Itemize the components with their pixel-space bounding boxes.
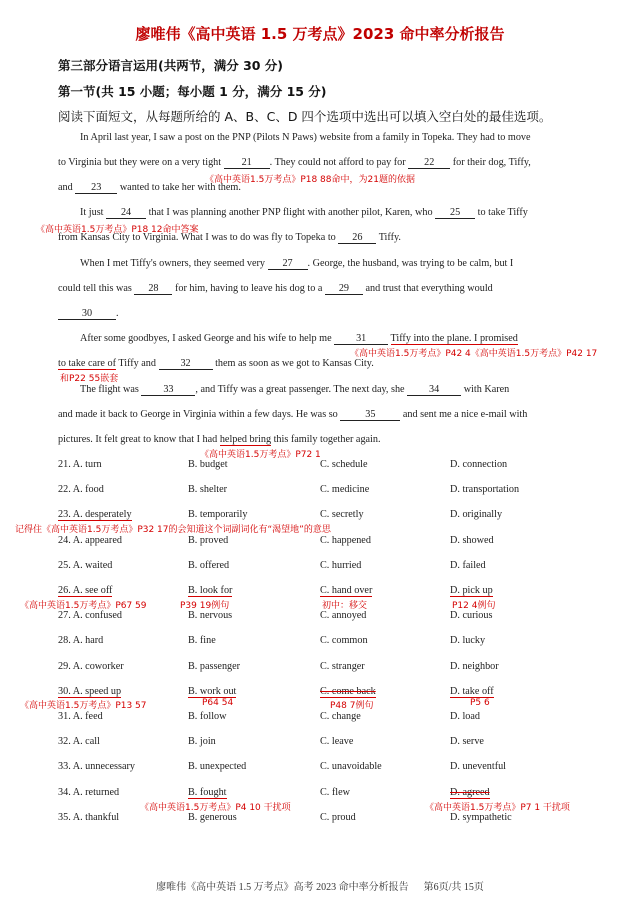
option-25-b: B. offered [188, 559, 230, 571]
annotation: P12 4例句 [452, 601, 496, 611]
option-26-b: B. look for [188, 585, 233, 596]
blank-23: 23 [75, 182, 117, 194]
annotation: 初中：移交 [322, 601, 368, 611]
passage-line: to take care of Tiffy and 32 them as soon as we got to Kansas City. [58, 358, 374, 369]
blank-22: 22 [408, 157, 450, 169]
passage-line: It just 24 that I was planning another PNP flight with another pilot, Karen, who 25 to take Tiffy [80, 207, 528, 218]
option-21-a: 21. A. turn [58, 459, 102, 470]
annotation: 《高中英语1.5万考点》P72 1 [200, 450, 321, 460]
option-23-a: 23. A. desperately [58, 509, 132, 521]
option-25-a: 25. A. waited [58, 559, 113, 571]
option-31-a: 31. A. feed [58, 711, 103, 722]
annotation: 《高中英语1.5万考点》P18 12命中答案 [36, 225, 199, 235]
option-31-c: C. change [320, 711, 361, 722]
option-33-d: D. uneventful [450, 761, 507, 773]
option-23-c: C. secretly [320, 509, 364, 521]
option-33-a: 33. A. unnecessary [58, 761, 135, 773]
annotation: 记得住《高中英语1.5万考点》P32 17的会知道这个词副词化有“渴望地”的意思 [15, 525, 331, 535]
option-21-b: B. budget [188, 459, 228, 470]
option-29-d: D. neighbor [450, 660, 499, 672]
option-24-b: B. proved [188, 534, 229, 546]
option-34-d: D. agreed [450, 786, 490, 798]
option-28-a: 28. A. hard [58, 635, 104, 647]
option-31-b: B. follow [188, 711, 227, 722]
option-24-a: 24. A. appeared [58, 534, 122, 546]
option-25-c: C. hurried [320, 559, 362, 571]
passage-line: pictures. It felt great to know that I had helped bring this family together again. [58, 434, 381, 445]
annotation: P48 7例句 [330, 701, 374, 711]
annotation: 《高中英语1.5万考点》P18 88命中，为21题的依据 [205, 175, 415, 185]
passage-line: from Kansas City to Virginia. What I was to do was fly to Topeka to 26 Tiffy. [58, 232, 401, 243]
passage-line: could tell this was 28 for him, having to leave his dog to a 29 and trust that everything would [58, 283, 493, 294]
option-26-a: 26. A. see off [58, 585, 113, 596]
option-29-c: C. stranger [320, 660, 365, 672]
blank-24: 24 [106, 207, 146, 219]
page-number: 第6页/共 15页 [423, 882, 484, 893]
option-24-c: C. happened [320, 534, 371, 546]
option-30-a: 30. A. speed up [58, 685, 122, 697]
blank-32: 32 [159, 358, 213, 370]
option-28-d: D. lucky [450, 635, 486, 647]
option-22-c: C. medicine [320, 484, 370, 496]
subsection-heading: 第一节(共 15 小题；每小题 1 分，满分 15 分) [58, 84, 327, 99]
option-27-a: 27. A. confused [58, 610, 122, 622]
blank-27: 27 [268, 258, 308, 270]
section-heading: 第三部分语言运用(共两节，满分 30 分) [58, 58, 284, 73]
blank-35: 35 [340, 409, 400, 421]
option-35-a: 35. A. thankful [58, 811, 120, 823]
option-26-c: C. hand over [320, 585, 373, 596]
passage-line: When I met Tiffy's owners, they seemed very 27 . George, the husband, was trying to be calm, but I [80, 258, 514, 269]
option-34-a: 34. A. returned [58, 786, 120, 798]
option-35-c: C. proud [320, 811, 356, 823]
blank-25: 25 [435, 207, 475, 219]
option-22-a: 22. A. food [58, 484, 104, 496]
option-33-c: C. unavoidable [320, 761, 382, 773]
annotation: 《高中英语1.5万考点》P7 1 干扰项 [425, 803, 570, 813]
annotation: 《高中英语1.5万考点》P13 57 [20, 701, 147, 711]
option-28-b: B. fine [188, 635, 216, 647]
instruction: 阅读下面短文，从每题所给的 A、B、C、D 四个选项中选出可以填入空白处的最佳选项。 [58, 109, 552, 124]
annotation: 《高中英语1.5万考点》P42 4《高中英语1.5万考点》P42 17 [350, 349, 598, 359]
passage-line: The flight was 33 , and Tiffy was a great passenger. The next day, she 34 with Karen [80, 384, 510, 395]
option-27-d: D. curious [450, 610, 493, 622]
option-34-b: B. fought [188, 786, 227, 798]
option-32-c: C. leave [320, 736, 354, 748]
option-35-b: B. generous [188, 811, 237, 823]
option-24-d: D. showed [450, 534, 494, 546]
annotation: 《高中英语1.5万考点》P67 59 [20, 601, 147, 611]
annotation: P39 19例句 [180, 601, 230, 611]
annotation: 和P22 55嵌套 [60, 374, 119, 384]
option-28-c: C. common [320, 635, 368, 647]
option-33-b: B. unexpected [188, 761, 247, 773]
blank-34: 34 [407, 384, 461, 396]
passage-line: In April last year, I saw a post on the PNP (Pilots N Paws) website from a family in Topeka. They had to move [80, 132, 531, 143]
blank-33: 33 [141, 384, 195, 396]
option-29-a: 29. A. coworker [58, 660, 124, 672]
option-26-d: D. pick up [450, 585, 493, 596]
option-30-b: B. work out [188, 685, 237, 697]
blank-28: 28 [134, 283, 172, 295]
option-30-d: D. take off [450, 685, 494, 697]
option-21-d: D. connection [450, 459, 508, 470]
blank-31: 31 [334, 333, 388, 345]
passage-line: 30 . [58, 308, 119, 320]
option-27-b: B. nervous [188, 610, 233, 622]
option-35-d: D. sympathetic [450, 811, 512, 823]
option-32-d: D. serve [450, 736, 484, 748]
option-23-b: B. temporarily [188, 509, 248, 521]
option-22-d: D. transportation [450, 484, 520, 496]
page-title: 廖唯伟《高中英语 1.5 万考点》2023 命中率分析报告 [135, 25, 505, 43]
annotation: 《高中英语1.5万考点》P4 10 干扰项 [140, 803, 291, 813]
option-32-a: 32. A. call [58, 736, 100, 748]
option-30-c: C. come back [320, 685, 376, 697]
option-32-b: B. join [188, 736, 216, 748]
passage-line: and 23 wanted to take her with them. [58, 182, 241, 193]
page-footer: 廖唯伟《高中英语 1.5 万考点》高考 2023 命中率分析报告 第6页/共 15页 [156, 882, 484, 893]
annotation: P5 6 [470, 698, 490, 708]
blank-30: 30 [58, 308, 116, 320]
passage-line: to Virginia but they were on a very tight 21 . They could not afford to pay for 22 for their dog, Tiffy, [58, 157, 531, 168]
passage-line: After some goodbyes, I asked George and his wife to help me 31 Tiffy into the plane. I promised [80, 333, 518, 344]
passage-line: and made it back to George in Virginia within a few days. He was so 35 and sent me a nice e-mail with [58, 409, 528, 420]
option-29-b: B. passenger [188, 660, 241, 672]
blank-21: 21 [224, 157, 270, 169]
option-25-d: D. failed [450, 559, 486, 571]
option-27-c: C. annoyed [320, 610, 367, 622]
option-21-c: C. schedule [320, 459, 368, 470]
option-22-b: B. shelter [188, 484, 228, 496]
option-23-d: D. originally [450, 509, 503, 521]
annotation: P64 54 [202, 698, 234, 708]
option-31-d: D. load [450, 711, 480, 722]
blank-29: 29 [325, 283, 363, 295]
option-34-c: C. flew [320, 786, 350, 798]
blank-26: 26 [338, 232, 376, 244]
